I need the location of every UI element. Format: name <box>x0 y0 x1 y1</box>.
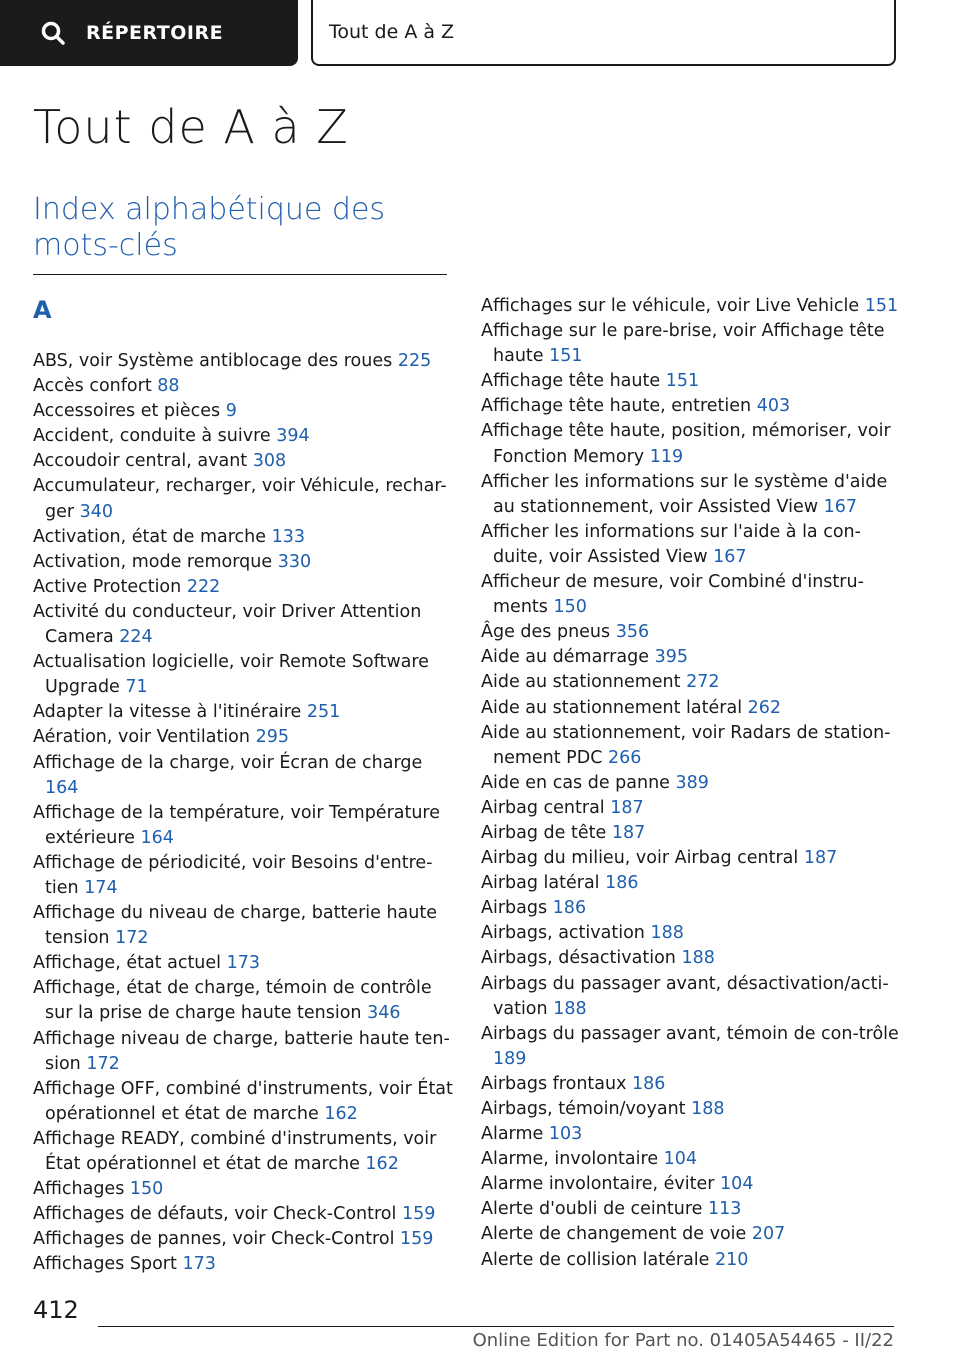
entry-page-link[interactable]: 210 <box>715 1249 749 1270</box>
entry-page-link[interactable]: 186 <box>552 898 587 919</box>
index-entry <box>33 449 453 474</box>
entry-page-link[interactable]: 188 <box>681 948 715 969</box>
directory-tab[interactable] <box>0 0 298 66</box>
entry-page-link[interactable]: 346 <box>367 1003 401 1024</box>
index-entry <box>481 1248 901 1273</box>
entry-page-link[interactable]: 356 <box>615 622 650 643</box>
entry-page-link[interactable]: 251 <box>306 702 341 723</box>
index-entry <box>33 801 453 851</box>
entry-page-link[interactable]: 340 <box>79 501 114 522</box>
entry-text: Alerte d'oubli de ceinture <box>481 1199 703 1220</box>
entry-text: Active Protection <box>33 576 182 597</box>
section-divider <box>33 274 447 275</box>
entry-page-link[interactable]: 119 <box>649 446 684 467</box>
index-entry <box>481 972 901 1022</box>
entry-text: Airbags, activation <box>481 923 645 944</box>
entry-text: Affichage de périodicité, voir Besoins d'entre-tien <box>33 852 433 898</box>
entry-page-link[interactable]: 186 <box>605 873 639 894</box>
entry-text: Actualisation logicielle, voir Remote Software Upgrade <box>33 652 429 698</box>
index-entry <box>33 1177 453 1202</box>
entry-text: Activation, état de marche <box>33 526 267 547</box>
index-entry <box>481 419 901 469</box>
entry-page-link[interactable]: 164 <box>140 827 174 848</box>
entry-text: Alerte de changement de voie <box>481 1224 747 1245</box>
index-entry <box>481 821 901 846</box>
entry-page-link[interactable]: 330 <box>277 551 312 572</box>
index-entry <box>33 1127 453 1177</box>
index-entry <box>481 846 901 871</box>
entry-page-link[interactable]: 113 <box>708 1199 742 1220</box>
index-entry <box>33 1027 453 1077</box>
entry-text: Affichage READY, combiné d'instruments, voir État opérationnel et état de marche <box>33 1128 437 1174</box>
entry-text: Affichage tête haute, entretien <box>481 396 752 417</box>
entry-text: Affichages de défauts, voir Check-Control <box>33 1204 397 1225</box>
entry-page-link[interactable]: 133 <box>271 526 305 547</box>
index-entry <box>481 645 901 670</box>
entry-page-link[interactable]: 164 <box>45 777 79 798</box>
index-entry <box>33 851 453 901</box>
entry-text: Accoudoir central, avant <box>33 451 248 472</box>
entry-page-link[interactable]: 71 <box>125 677 148 698</box>
entry-text: Airbags du passager avant, témoin de con-trôle <box>481 1023 899 1044</box>
entry-text: Airbag central <box>481 797 605 818</box>
index-entry <box>481 294 901 319</box>
entry-page-link[interactable]: 159 <box>401 1204 436 1225</box>
entry-text: Affichage tête haute <box>481 371 661 392</box>
index-entry <box>481 470 901 520</box>
index-entry <box>33 424 453 449</box>
entry-text: Aération, voir Ventilation <box>33 727 250 748</box>
entry-text: Afficheur de mesure, voir Combiné d'instru-ments <box>481 572 864 618</box>
entry-text: Affichage tête haute, position, mémoriser, voir Fonction Memory <box>481 421 891 467</box>
entry-text: Alerte de collision latérale <box>481 1249 710 1270</box>
index-entry <box>33 349 453 374</box>
index-entry <box>481 394 901 419</box>
index-entry <box>481 1197 901 1222</box>
index-entry <box>481 696 901 721</box>
index-entry <box>481 369 901 394</box>
entry-text: Affichage de la charge, voir Écran de charge <box>33 752 423 773</box>
footer-divider <box>98 1326 894 1327</box>
index-entry <box>33 976 453 1026</box>
entry-page-link[interactable]: 104 <box>663 1149 698 1170</box>
entry-text: Airbags, désactivation <box>481 948 676 969</box>
index-entry <box>481 721 901 771</box>
entry-page-link[interactable]: 395 <box>654 647 688 668</box>
entry-text: Affichage du niveau de charge, batterie haute tension <box>33 903 437 949</box>
entry-page-link[interactable]: 150 <box>553 597 587 618</box>
entry-page-link[interactable]: 151 <box>665 371 700 392</box>
entry-page-link[interactable]: 224 <box>119 627 153 648</box>
index-entry <box>33 1252 453 1277</box>
entry-text: Airbags frontaux <box>481 1073 627 1094</box>
chapter-tab[interactable] <box>311 0 896 66</box>
entry-text: Aide au stationnement, voir Radars de station-nement PDC <box>481 722 891 768</box>
entry-text: Aide au stationnement latéral <box>481 697 743 718</box>
entry-page-link[interactable]: 187 <box>611 822 646 843</box>
entry-page-link[interactable]: 151 <box>864 296 899 316</box>
index-entry <box>33 474 453 524</box>
entry-text: Affichage sur le pare-brise, voir Affichage tête haute <box>481 321 885 367</box>
entry-page-link[interactable]: 173 <box>226 953 261 974</box>
index-entry <box>33 550 453 575</box>
entry-text: Adapter la vitesse à l'itinéraire <box>33 702 302 723</box>
entry-page-link[interactable]: 207 <box>751 1224 786 1245</box>
entry-page-link[interactable]: 186 <box>632 1073 666 1094</box>
index-entry <box>481 670 901 695</box>
entry-page-link[interactable]: 9 <box>225 401 237 422</box>
index-entry <box>33 901 453 951</box>
index-entry <box>481 896 901 921</box>
index-entry <box>33 951 453 976</box>
section-title: Index alphabétique des mots-clés <box>33 192 386 263</box>
index-entry <box>481 796 901 821</box>
entry-text: Accumulateur, recharger, voir Véhicule, rechar-ger <box>33 476 447 522</box>
entry-page-link[interactable]: 389 <box>675 772 709 793</box>
entry-page-link[interactable]: 167 <box>823 496 858 517</box>
entry-page-link[interactable]: 103 <box>548 1124 583 1145</box>
index-entry <box>33 1077 453 1127</box>
index-entry <box>33 725 453 750</box>
entry-text: Affichage, état actuel <box>33 953 222 974</box>
entry-page-link[interactable]: 173 <box>182 1254 216 1275</box>
index-entry <box>481 921 901 946</box>
entry-text: Airbags <box>481 898 548 919</box>
entry-page-link[interactable]: 151 <box>549 346 583 367</box>
entry-text: Accessoires et pièces <box>33 401 221 422</box>
index-entry <box>33 751 453 801</box>
page-number: 412 <box>33 1296 79 1324</box>
entry-text: Âge des pneus <box>481 622 611 643</box>
index-entry <box>33 700 453 725</box>
entry-text: Alarme, involontaire <box>481 1149 659 1170</box>
index-entry <box>481 1147 901 1172</box>
entry-page-link[interactable]: 162 <box>365 1154 399 1174</box>
index-entry <box>481 871 901 896</box>
entry-page-link[interactable]: 172 <box>86 1053 120 1074</box>
index-entry <box>481 620 901 645</box>
entry-text: Affichage OFF, combiné d'instruments, voir État opérationnel et état de marche <box>33 1078 453 1124</box>
entry-text: Affichage niveau de charge, batterie haute ten-sion <box>33 1028 450 1074</box>
entry-text: Aide en cas de panne <box>481 772 670 793</box>
entry-text: Accident, conduite à suivre <box>33 426 271 447</box>
entry-page-link[interactable]: 172 <box>115 928 149 949</box>
entry-page-link[interactable]: 403 <box>756 396 791 417</box>
entry-text: Affichages Sport <box>33 1254 177 1275</box>
entry-page-link[interactable]: 187 <box>803 848 838 869</box>
directory-label: RÉPERTOIRE <box>86 22 224 44</box>
index-entry <box>481 520 901 570</box>
entry-text: Affichages de pannes, voir Check-Control <box>33 1229 395 1250</box>
entry-page-link[interactable]: 295 <box>255 727 289 748</box>
entry-text: Airbags du passager avant, désactivation/acti-vation <box>481 973 889 1019</box>
entry-text: Affichages <box>33 1179 125 1200</box>
entry-text: Affichage de la température, voir Température extérieure <box>33 802 441 848</box>
search-icon <box>40 20 66 46</box>
entry-text: Alarme <box>481 1124 544 1145</box>
entry-page-link[interactable]: 394 <box>276 426 310 447</box>
index-entry <box>33 575 453 600</box>
index-entry <box>481 1022 901 1072</box>
entry-page-link[interactable]: 167 <box>713 546 747 567</box>
entry-text: Afficher les informations sur le système d'aide au stationnement, voir Assisted View <box>481 471 888 517</box>
entry-text: Activité du conducteur, voir Driver Attention Camera <box>33 601 422 648</box>
index-entry <box>481 1122 901 1147</box>
entry-text: Afficher les informations sur l'aide à la con-duite, voir Assisted View <box>481 521 861 567</box>
entry-page-link[interactable]: 272 <box>686 672 720 693</box>
entry-page-link[interactable]: 174 <box>84 877 118 898</box>
entry-page-link[interactable]: 189 <box>493 1048 527 1069</box>
index-entry <box>33 650 453 700</box>
entry-text: Airbag du milieu, voir Airbag central <box>481 848 799 869</box>
index-entry <box>481 319 901 369</box>
entry-text: ABS, voir Système antiblocage des roues <box>33 351 393 371</box>
entry-text: Airbags, témoin/voyant <box>481 1099 686 1119</box>
entry-text: Alarme involontaire, éviter <box>481 1174 715 1195</box>
index-column-right <box>481 294 901 1273</box>
entry-page-link[interactable]: 188 <box>650 923 684 944</box>
entry-page-link[interactable]: 88 <box>157 376 180 397</box>
index-entry <box>481 771 901 796</box>
entry-page-link[interactable]: 150 <box>129 1179 164 1200</box>
index-entry <box>33 374 453 399</box>
index-entry <box>481 1072 901 1097</box>
entry-page-link[interactable]: 187 <box>610 797 644 818</box>
page-title: Tout de A à Z <box>33 100 349 154</box>
entry-text: Aide au stationnement <box>481 672 681 693</box>
entry-page-link[interactable]: 266 <box>608 747 642 768</box>
index-entry <box>33 1227 453 1252</box>
entry-text: Affichage, état de charge, témoin de contrôle sur la prise de charge haute tension <box>33 978 432 1024</box>
index-entry <box>481 570 901 620</box>
index-letter: A <box>33 296 52 324</box>
entry-page-link[interactable]: 188 <box>691 1099 725 1119</box>
entry-text: Airbag de tête <box>481 822 607 843</box>
entry-page-link[interactable]: 222 <box>186 576 221 597</box>
index-entry <box>481 1097 901 1122</box>
edition-note: Online Edition for Part no. 01405A54465 - II/22 <box>472 1330 894 1351</box>
entry-page-link[interactable]: 159 <box>400 1229 434 1250</box>
top-navigation-bar <box>0 0 960 66</box>
chapter-label: Tout de A à Z <box>329 21 455 43</box>
index-entry <box>481 1172 901 1197</box>
index-column-left <box>33 349 453 1277</box>
index-entry <box>33 600 453 650</box>
entry-text: Activation, mode remorque <box>33 551 273 572</box>
entry-text: Affichages sur le véhicule, voir Live Vehicle <box>481 296 860 316</box>
index-entry <box>33 1202 453 1227</box>
entry-page-link[interactable]: 225 <box>397 351 432 371</box>
entry-text: Airbag latéral <box>481 873 600 894</box>
entry-page-link[interactable]: 308 <box>252 451 287 472</box>
index-entry <box>481 946 901 971</box>
entry-page-link[interactable]: 162 <box>324 1103 358 1124</box>
entry-page-link[interactable]: 188 <box>553 998 587 1019</box>
entry-text: Aide au démarrage <box>481 647 649 668</box>
index-entry <box>33 399 453 424</box>
index-entry <box>481 1222 901 1247</box>
entry-page-link[interactable]: 262 <box>747 697 782 718</box>
entry-page-link[interactable]: 104 <box>720 1174 754 1195</box>
index-entry <box>33 525 453 550</box>
entry-text: Accès confort <box>33 376 152 397</box>
